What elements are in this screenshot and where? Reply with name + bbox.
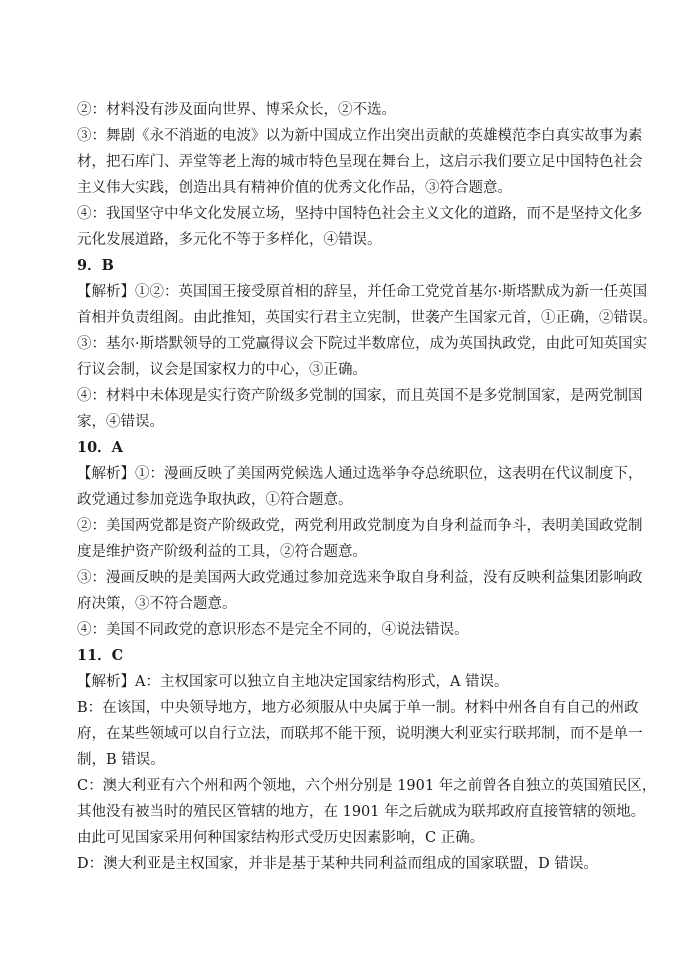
text-line: 【解析】①：漫画反映了美国两党候选人通过选举争夺总统职位，这表明在代议制度下，	[77, 466, 643, 482]
text-line: 家，④错误。	[77, 414, 164, 430]
text-line: ③：漫画反映的是美国两大政党通过参加竞选来争取自身利益，没有反映利益集团影响政	[77, 570, 643, 586]
question-number: 10．A	[77, 439, 123, 456]
text-line: B：在该国，中央领导地方，地方必须服从中央属于单一制。材料中州各自有自己的州政	[77, 700, 639, 716]
text-line: 制，B 错误。	[77, 752, 165, 768]
text-line: ④：美国不同政党的意识形态不是完全不同的，④说法错误。	[77, 622, 469, 638]
text-line: 主义伟大实践，创造出具有精神价值的优秀文化作品，③符合题意。	[77, 180, 512, 196]
text-line: 政党通过参加竞选争取执政，①符合题意。	[77, 492, 353, 508]
text-line: 【解析】A：主权国家可以独立自主地决定国家结构形式，A 错误。	[77, 674, 509, 690]
text-line: C：澳大利亚有六个州和两个领地，六个州分别是 1901 年之前曾各自独立的英国殖民区，	[77, 778, 657, 794]
text-line: 材，把石库门、弄堂等老上海的城市特色呈现在舞台上，这启示我们要立足中国特色社会	[77, 154, 643, 170]
text-line: ③：舞剧《永不消逝的电波》以为新中国成立作出突出贡献的英雄模范李白真实故事为素	[77, 128, 643, 144]
text-line: ②：美国两党都是资产阶级政党，两党利用政党制度为自身利益而争斗，表明美国政党制	[77, 518, 643, 534]
text-line: 府决策，③不符合题意。	[77, 596, 237, 612]
text-line: 行议会制，议会是国家权力的中心，③正确。	[77, 362, 367, 378]
text-line: ②：材料没有涉及面向世界、博采众长，②不选。	[77, 102, 396, 118]
question-number: 9．B	[77, 257, 114, 274]
text-line: D：澳大利亚是主权国家，并非是基于某种共同利益而组成的国家联盟，D 错误。	[77, 856, 598, 872]
question-number: 11．C	[77, 647, 124, 664]
text-line: 度是维护资产阶级利益的工具，②符合题意。	[77, 544, 367, 560]
text-line: ③：基尔·斯塔默领导的工党赢得议会下院过半数席位，成为英国执政党，由此可知英国实	[77, 336, 648, 352]
text-line: 由此可见国家采用何种国家结构形式受历史因素影响，C 正确。	[77, 830, 485, 846]
text-line: ④：我国坚守中华文化发展立场，坚持中国特色社会主义文化的道路，而不是坚持文化多	[77, 206, 643, 222]
text-line: 府，在某些领域可以自行立法，而联邦不能干预，说明澳大利亚实行联邦制，而不是单一	[77, 726, 643, 742]
text-line: 【解析】①②：英国国王接受原首相的辞呈，并任命工党党首基尔·斯塔默成为新一任英国	[77, 284, 648, 300]
text-line: ④：材料中未体现是实行资产阶级多党制的国家，而且英国不是多党制国家，是两党制国	[77, 388, 643, 404]
text-line: 首相并负责组阁。由此推知，英国实行君主立宪制，世袭产生国家元首，①正确，②错误。	[77, 310, 657, 326]
text-line: 元化发展道路，多元化不等于多样化，④错误。	[77, 232, 382, 248]
text-line: 其他没有被当时的殖民区管辖的地方，在 1901 年之后就成为联邦政府直接管辖的领地。	[77, 804, 646, 820]
